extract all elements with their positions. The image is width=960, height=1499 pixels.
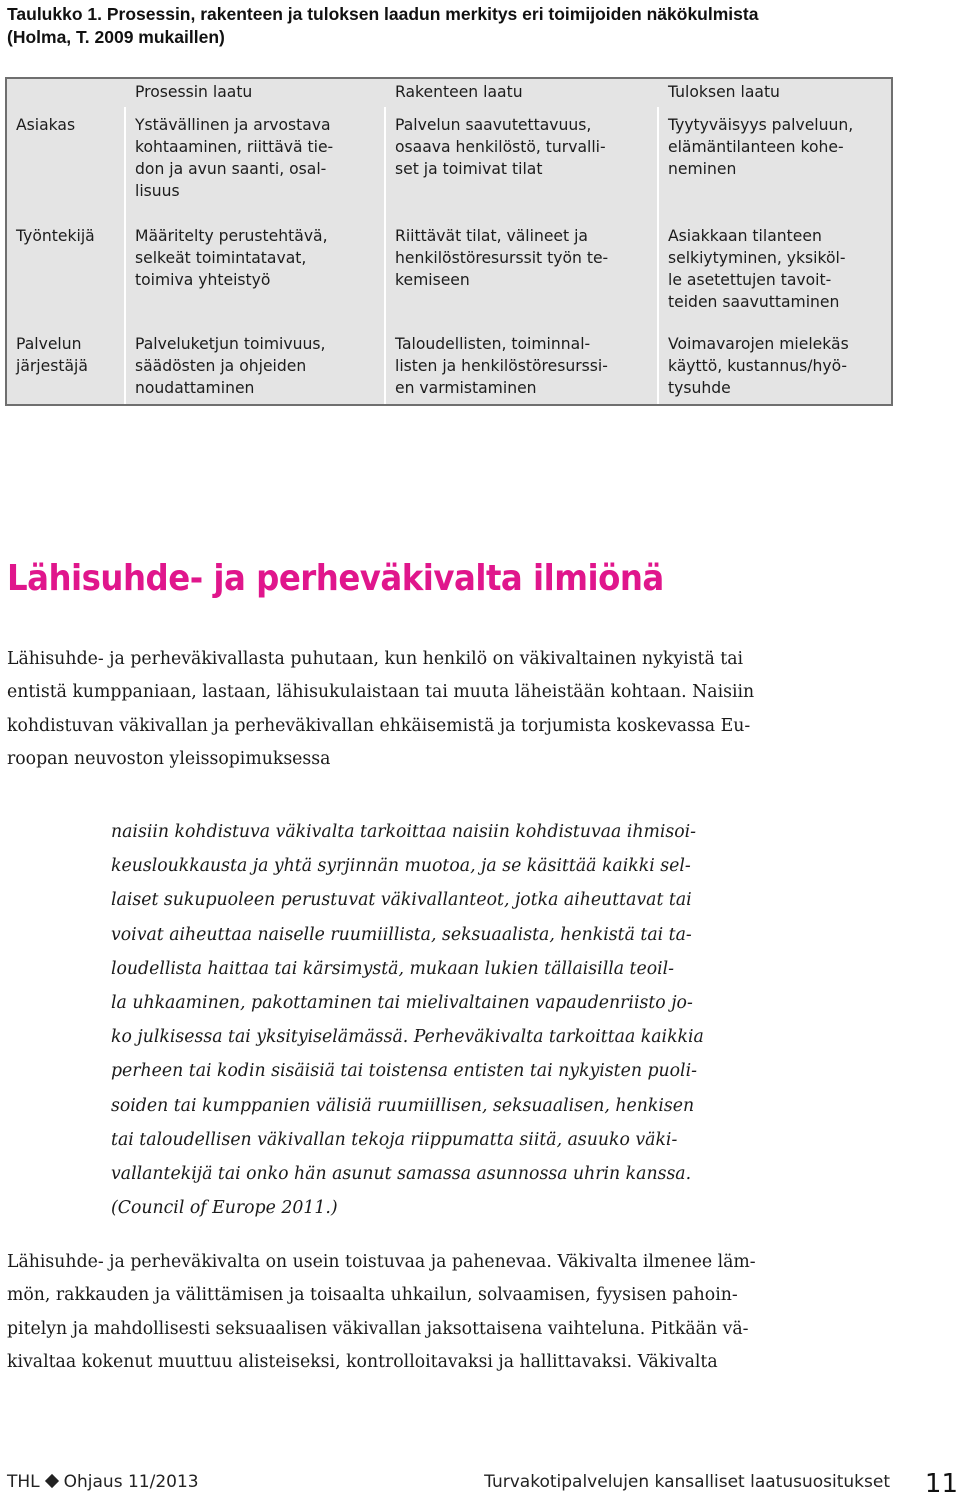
quality-table xyxy=(5,77,893,406)
block-quote: naisiin kohdistuva väkivalta tarkoittaa naisiin kohdistuvaa ihmisoi- keusloukkausta ja yhtä syrjinnän muotoa, ja se käsittää kaikki sel- laiset sukupuoleen perustuvat väkivallanteot, jotka aiheuttavat tai voivat aiheuttaa naiselle ruumiillista, seksuaalista, henkistä tai ta- loudellista haittaa tai kärsimystä, mukaan lukien tällaisilla teoil- la uhkaaminen, pakottaminen tai mielivaltainen vapaudenriisto jo- ko julkisessa tai yksityiselämässä. Perheväkivalta tarkoittaa kaikkia perheen tai kodin sisäisiä tai toistensa entisten tai nykyisten puoli- soiden tai kumppanien välisiä ruumiillisen, seksuaalisen, henkisen tai taloudellisen väkivallan tekoja riippumatta siitä, asuuko väki- vallantekijä tai onko hän asunut samassa asunnossa uhrin kanssa. (Council of Europe 2011.) xyxy=(111,822,704,1219)
footer-publication xyxy=(7,1470,199,1494)
header-process: Prosessin laatu xyxy=(135,83,253,101)
column-divider xyxy=(124,107,126,404)
cell-provider-structure: Taloudellisten, toiminnal- listen ja henkilöstöresurssi- en varmistaminen xyxy=(395,335,608,397)
cell-provider-process: Palveluketjun toimivuus, säädösten ja ohjeiden noudattaminen xyxy=(135,335,326,397)
header-structure: Rakenteen laatu xyxy=(395,83,523,101)
page-number: 11 xyxy=(924,1469,958,1499)
caption-line-1: Taulukko 1. Prosessin, rakenteen ja tuloksen laadun merkitys eri toimijoiden näkökulmista xyxy=(7,4,759,24)
footer-org: THL xyxy=(7,1472,40,1492)
cell-employee-process: Määritelty perustehtävä, selkeät toimintatavat, toimiva yhteistyö xyxy=(135,227,328,289)
diamond-separator-icon xyxy=(45,1474,59,1488)
caption-line-2: (Holma, T. 2009 mukaillen) xyxy=(7,27,225,47)
table-caption xyxy=(7,3,907,49)
footer-series: Ohjaus 11/2013 xyxy=(63,1472,199,1492)
intro-paragraph: Lähisuhde- ja perheväkivallasta puhutaan, kun henkilö on väkivaltainen nykyistä tai entistä kumppaniaan, lastaan, lähisukulaistaan tai muuta läheistään kohtaan. Naisiin kohdistuvan väkivallan ja perheväkivallan ehkäisemistä ja torjumista koskevassa Eu- roopan neuvoston yleissopimuksessa xyxy=(7,649,755,769)
cell-employee-result: Asiakkaan tilanteen selkiytyminen, yksiköl- le asetettujen tavoit- teiden saavuttaminen xyxy=(668,227,846,311)
column-divider xyxy=(384,107,386,404)
cell-customer-result: Tyytyväisyys palveluun, elämäntilanteen kohe- neminen xyxy=(668,116,854,178)
cell-customer-structure: Palvelun saavutettavuus, osaava henkilöstö, turvalli- set ja toimivat tilat xyxy=(395,116,606,178)
body-paragraph: Lähisuhde- ja perheväkivalta on usein toistuvaa ja pahenevaa. Väkivalta ilmenee läm- mön, rakkauden ja välittämisen ja toisaalta uhkailun, solvaamisen, fyysisen pahoin- pitelyn ja mahdollisesti seksuaalisen väkivallan jaksottaisena vaihteluna. Pitkään vä- kivaltaa kokenut muuttuu alisteiseksi, kontrolloitavaksi ja hallittavaksi. Väkivalta xyxy=(7,1252,756,1372)
cell-provider-result: Voimavarojen mielekäs käyttö, kustannus/hyö- tysuhde xyxy=(668,335,849,397)
row-label-customer: Asiakas xyxy=(16,116,76,134)
footer-title: Turvakotipalvelujen kansalliset laatusuositukset xyxy=(484,1472,890,1492)
header-result: Tuloksen laatu xyxy=(668,83,780,101)
row-label-employee: Työntekijä xyxy=(16,227,95,245)
cell-customer-process: Ystävällinen ja arvostava kohtaaminen, riittävä tie- don ja avun saanti, osal- lisuus xyxy=(135,116,334,200)
section-heading: Lähisuhde- ja perheväkivalta ilmiönä xyxy=(7,558,664,599)
column-divider xyxy=(657,107,659,404)
cell-employee-structure: Riittävät tilat, välineet ja henkilöstöresurssit työn te- kemiseen xyxy=(395,227,609,289)
row-label-service-provider: Palvelun järjestäjä xyxy=(16,335,88,375)
